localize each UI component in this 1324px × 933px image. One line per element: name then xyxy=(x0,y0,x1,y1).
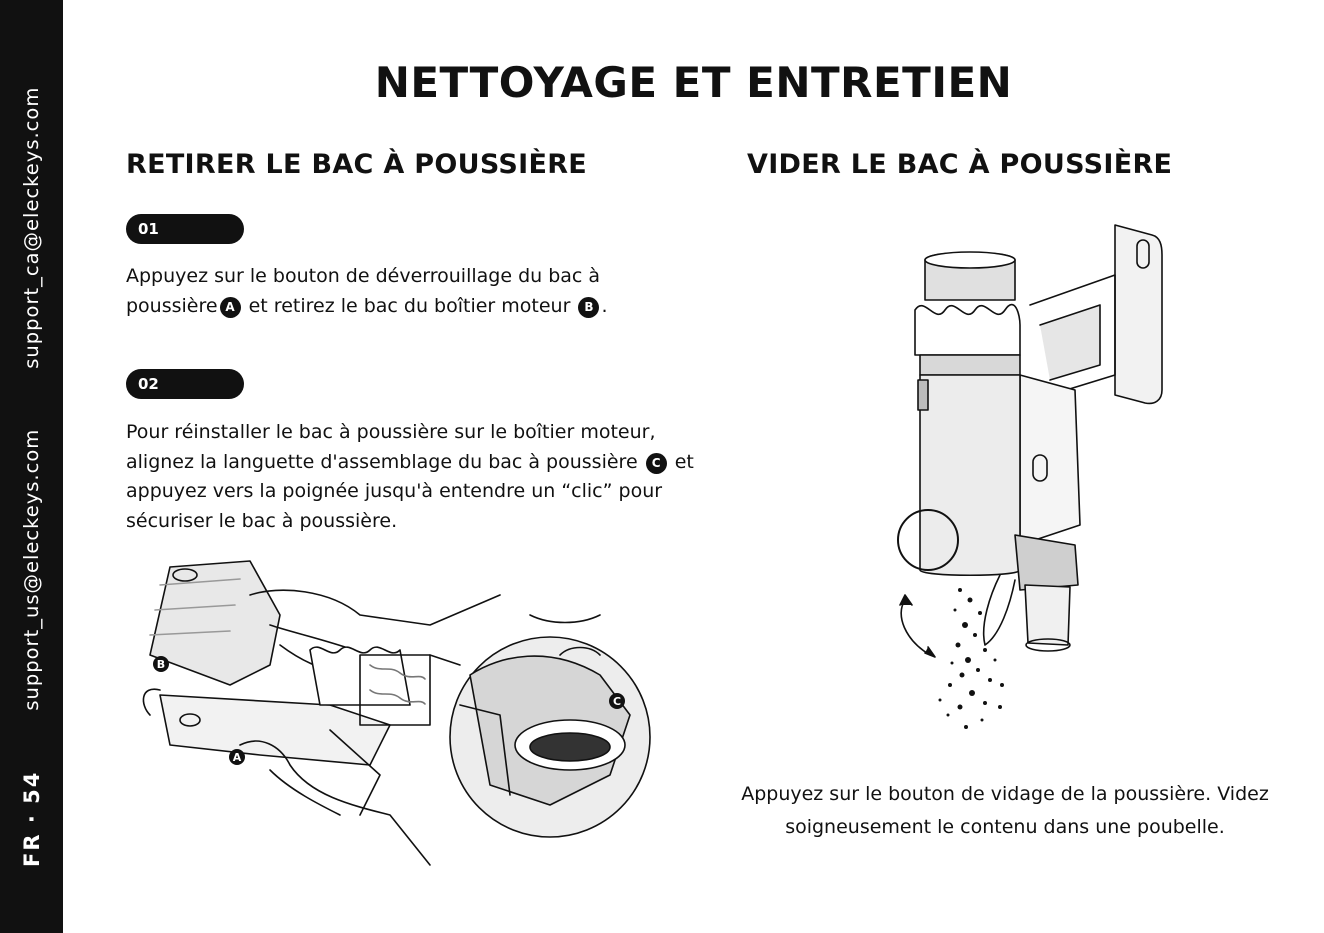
illus-label-a: A xyxy=(232,751,242,764)
illus-label-c: C xyxy=(612,695,622,708)
step-1-text-part-1: Appuyez sur le bouton de déverrouillage du bac à poussière xyxy=(126,265,601,317)
remove-dustbin-heading: RETIRER LE BAC À POUSSIÈRE xyxy=(126,149,588,180)
step-2-text-part-1: Pour réinstaller le bac à poussière sur le boîtier moteur, alignez la languette d'assemblage du bac à poussière xyxy=(126,421,656,473)
remove-dustbin-illustration xyxy=(130,555,670,875)
step-2-text xyxy=(126,418,726,536)
page-title: NETTOYAGE ET ENTRETIEN xyxy=(374,58,1013,107)
support-email-us[interactable]: support_us@eleckeys.com xyxy=(20,428,43,711)
illus-label-b: B xyxy=(156,658,166,671)
sidebar-text-rotated xyxy=(0,0,63,933)
step-1-text-part-3: . xyxy=(601,294,608,317)
empty-dustbin-illustration xyxy=(890,215,1180,740)
step-1-pill xyxy=(126,214,244,244)
step-1-text xyxy=(126,262,686,321)
step-2-label: 02 xyxy=(138,375,159,393)
sidebar xyxy=(0,0,63,933)
support-email-ca[interactable]: support_ca@eleckeys.com xyxy=(20,86,43,369)
badge-a: A xyxy=(220,297,241,318)
page-number: FR · 54 xyxy=(19,770,44,867)
empty-dustbin-heading: VIDER LE BAC À POUSSIÈRE xyxy=(747,149,1173,180)
badge-b: B xyxy=(578,297,599,318)
empty-dustbin-caption: Appuyez sur le bouton de vidage de la poussière. Videz soigneusement le contenu dans une poubelle. xyxy=(741,783,1269,838)
step-1-label: 01 xyxy=(138,220,159,238)
step-2-text-part-2: et appuyez vers la poignée jusqu'à entendre un “clic” pour sécuriser le bac à poussière. xyxy=(126,450,694,532)
step-1-text-part-2: et retirez le bac du boîtier moteur xyxy=(242,294,577,317)
step-2-pill xyxy=(126,369,244,399)
badge-c: C xyxy=(646,453,667,474)
